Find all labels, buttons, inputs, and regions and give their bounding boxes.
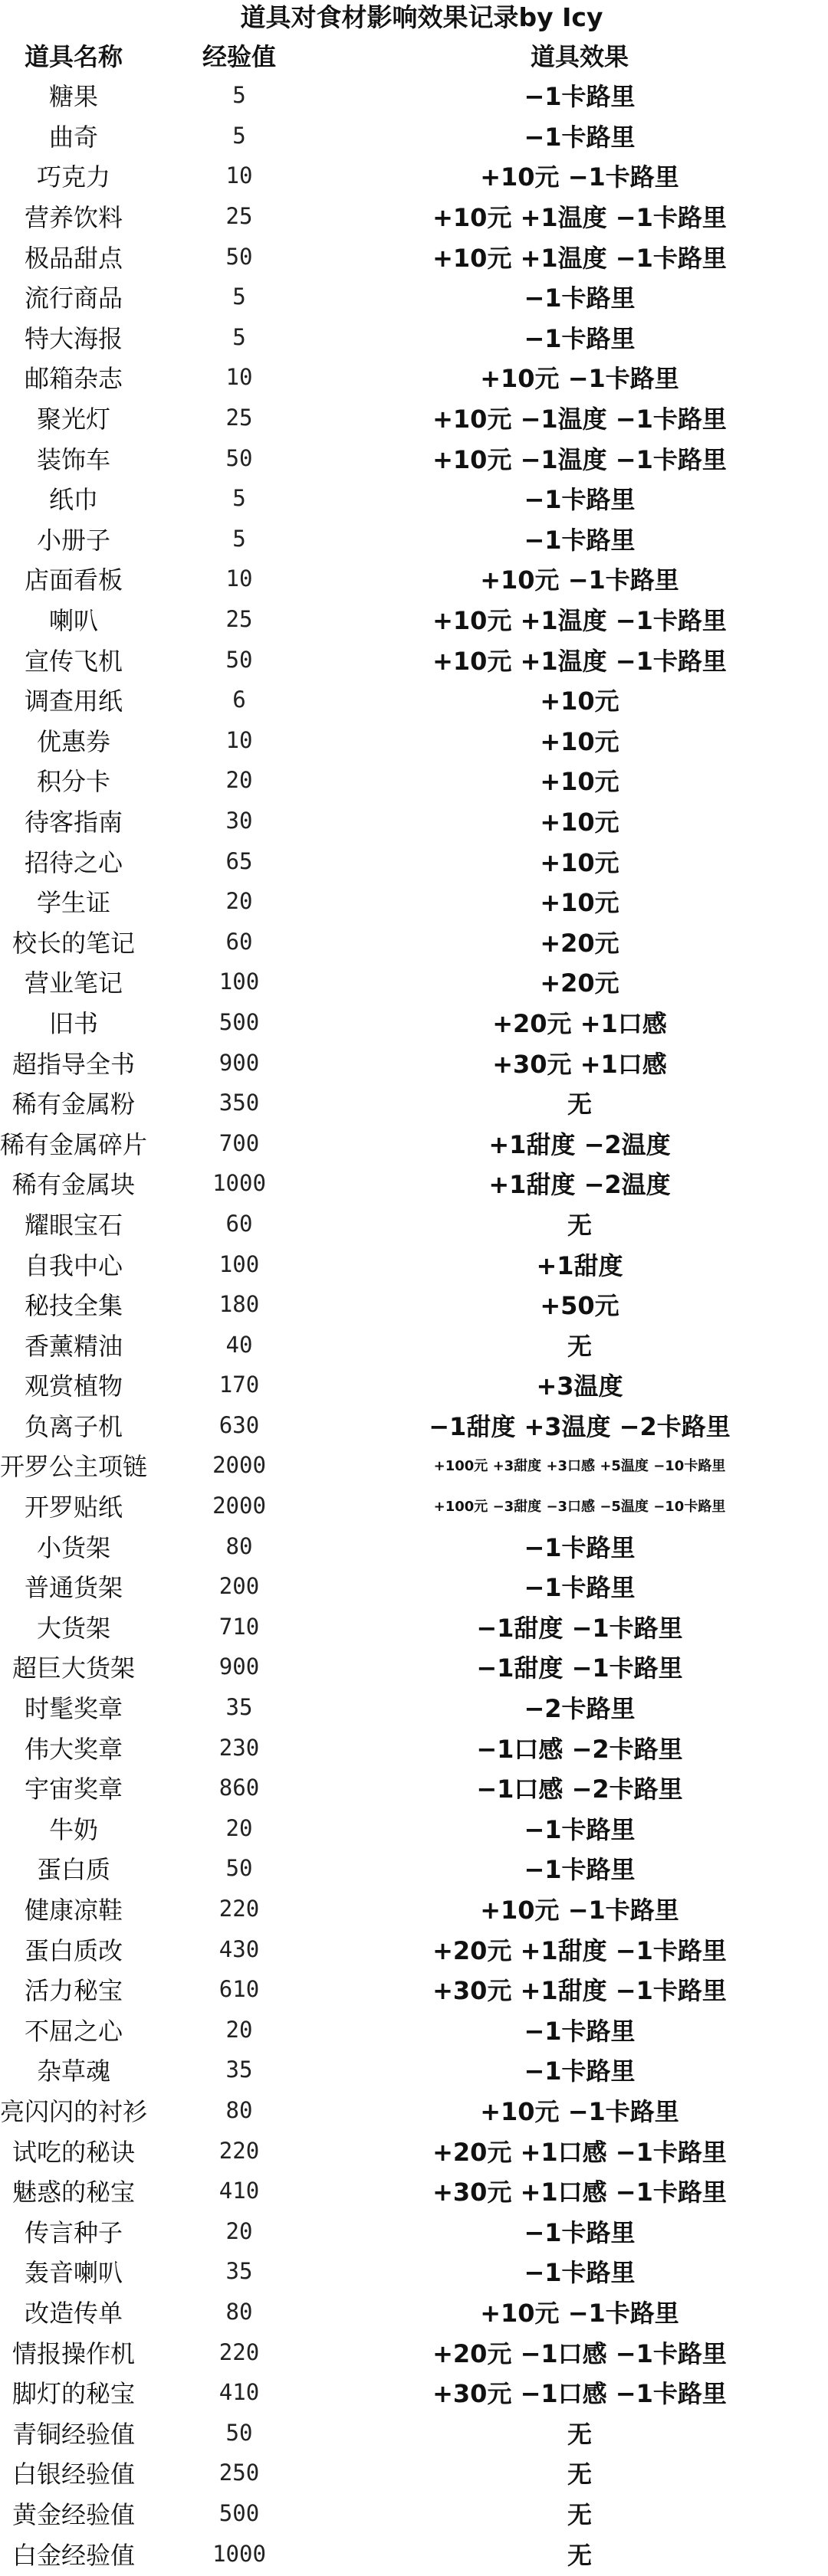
effect-cell: +10元 +1温度 −1卡路里	[432, 243, 727, 273]
item-name-cell: 纸巾	[48, 485, 98, 515]
effect-cell: +50元	[540, 1291, 619, 1321]
table-row	[0, 2292, 828, 2332]
table-row	[0, 680, 828, 720]
effect-cell: +1甜度	[536, 1250, 623, 1280]
effect-cell: −1卡路里	[524, 2258, 636, 2288]
effect-cell: +100元 +3甜度 +3口感 +5温度 −10卡路里	[433, 1458, 726, 1475]
exp-value-cell: 5	[232, 283, 246, 310]
exp-value-cell: 80	[225, 2298, 253, 2325]
effect-cell: +10元 −1卡路里	[480, 2298, 679, 2328]
item-name-cell: 负离子机	[24, 1411, 123, 1441]
item-name-cell: 校长的笔记	[12, 928, 135, 958]
exp-value-cell: 500	[219, 1008, 260, 1035]
effect-cell: +20元 +1口感 −1卡路里	[432, 2137, 727, 2167]
effect-cell: +10元 −1卡路里	[480, 162, 679, 192]
table-body	[0, 75, 828, 2574]
exp-value-cell: 50	[225, 444, 253, 471]
item-name-cell: 开罗公主项链	[0, 1452, 147, 1482]
item-name-cell: 超指导全书	[12, 1049, 135, 1079]
effect-cell: −2卡路里	[524, 1694, 636, 1724]
item-effect-table	[0, 35, 828, 2574]
effect-cell: −1卡路里	[524, 283, 636, 313]
table-row	[0, 2130, 828, 2171]
item-name-cell: 白金经验值	[12, 2540, 135, 2570]
exp-value-cell: 20	[225, 767, 253, 794]
exp-value-cell: 25	[225, 405, 253, 431]
table-row	[0, 1486, 828, 1526]
item-name-cell: 传言种子	[24, 2217, 123, 2247]
effect-cell: +3温度	[536, 1372, 623, 1401]
item-name-cell: 时髦奖章	[24, 1694, 123, 1724]
exp-value-cell: 80	[225, 1532, 253, 1559]
item-name-cell: 蛋白质	[36, 1855, 110, 1885]
table-row	[0, 2171, 828, 2211]
table-row	[0, 1969, 828, 2010]
exp-value-cell: 80	[225, 2096, 253, 2123]
effect-cell: +10元 −1卡路里	[480, 565, 679, 595]
header-row	[0, 35, 828, 75]
table-row	[0, 881, 828, 922]
table-row	[0, 2211, 828, 2251]
table-row	[0, 1204, 828, 1244]
exp-value-cell: 700	[219, 1129, 260, 1156]
exp-value-cell: 65	[225, 847, 253, 874]
item-name-cell: 积分卡	[36, 767, 110, 797]
item-name-cell: 活力秘宝	[24, 1976, 123, 2006]
exp-value-cell: 710	[219, 1613, 260, 1640]
table-row	[0, 1284, 828, 1325]
sheet-title: 道具对食材影响效果记录by Icy	[240, 2, 603, 32]
exp-value-cell: 50	[225, 1855, 253, 1882]
item-name-cell: 小货架	[36, 1532, 110, 1562]
table-row	[0, 2453, 828, 2493]
item-name-cell: 青铜经验值	[12, 2419, 135, 2449]
exp-value-cell: 5	[232, 82, 246, 109]
item-name-cell: 调查用纸	[24, 687, 123, 716]
table-row	[0, 2493, 828, 2534]
exp-value-cell: 410	[219, 2178, 260, 2204]
item-name-cell: 普通货架	[24, 1573, 123, 1603]
item-name-cell: 亮闪闪的衬衫	[0, 2096, 147, 2126]
table-row	[0, 196, 828, 237]
table-row	[0, 398, 828, 438]
effect-cell: −1卡路里	[524, 2057, 636, 2086]
exp-value-cell: 630	[219, 1411, 260, 1438]
effect-cell: +1甜度 −2温度	[488, 1129, 671, 1159]
effect-cell: 无	[567, 1331, 592, 1361]
table-row	[0, 841, 828, 881]
table-row	[0, 2332, 828, 2372]
exp-value-cell: 250	[219, 2460, 260, 2486]
table-row	[0, 2533, 828, 2574]
effect-cell: 无	[567, 2419, 592, 2449]
exp-value-cell: 10	[225, 565, 253, 592]
item-name-cell: 小册子	[36, 525, 110, 555]
effect-cell: −1卡路里	[524, 1855, 636, 1885]
effect-cell: +10元 +1温度 −1卡路里	[432, 646, 727, 676]
item-name-cell: 宇宙奖章	[24, 1775, 123, 1804]
effect-cell: +10元 −1温度 −1卡路里	[432, 444, 727, 474]
exp-value-cell: 25	[225, 606, 253, 633]
table-row	[0, 1244, 828, 1284]
item-name-cell: 稀有金属粉	[12, 1090, 135, 1119]
exp-value-cell: 35	[225, 2057, 253, 2083]
exp-value-cell: 25	[225, 203, 253, 230]
item-name-cell: 牛奶	[48, 1814, 98, 1844]
item-name-cell: 邮箱杂志	[24, 364, 123, 394]
effect-cell: +10元	[540, 847, 619, 877]
effect-cell: −1卡路里	[524, 525, 636, 555]
exp-value-cell: 5	[232, 485, 246, 512]
effect-cell: −1卡路里	[524, 1532, 636, 1562]
table-row	[0, 438, 828, 478]
exp-value-cell: 30	[225, 807, 253, 834]
effect-cell: +10元 +1温度 −1卡路里	[432, 203, 727, 233]
exp-value-cell: 60	[225, 1210, 253, 1237]
table-row	[0, 156, 828, 196]
item-name-cell: 不屈之心	[24, 2016, 123, 2046]
table-row	[0, 2372, 828, 2413]
table-row	[0, 1083, 828, 1123]
header-effect: 道具效果	[530, 42, 629, 71]
exp-value-cell: 350	[219, 1090, 260, 1116]
item-name-cell: 杂草魂	[36, 2057, 110, 2086]
effect-cell: +30元 +1甜度 −1卡路里	[432, 1976, 727, 2006]
effect-cell: −1口感 −2卡路里	[476, 1734, 683, 1764]
exp-value-cell: 410	[219, 2379, 260, 2406]
item-name-cell: 营养饮料	[24, 203, 123, 233]
exp-value-cell: 60	[225, 928, 253, 955]
effect-cell: 无	[567, 2540, 592, 2570]
effect-cell: −1甜度 −1卡路里	[476, 1613, 683, 1643]
item-name-cell: 待客指南	[24, 807, 123, 837]
effect-cell: +10元	[540, 726, 619, 756]
effect-cell: +30元 +1口感	[492, 1049, 667, 1079]
table-row	[0, 1607, 828, 1647]
table-row	[0, 559, 828, 599]
exp-value-cell: 35	[225, 1694, 253, 1721]
item-name-cell: 黄金经验值	[12, 2499, 135, 2529]
exp-value-cell: 5	[232, 525, 246, 552]
table-row	[0, 1808, 828, 1849]
exp-value-cell: 20	[225, 1814, 253, 1841]
header-item-name: 道具名称	[24, 42, 123, 71]
table-row	[0, 2412, 828, 2453]
table-row	[0, 760, 828, 801]
item-name-cell: 超巨大货架	[12, 1653, 135, 1683]
exp-value-cell: 100	[219, 968, 260, 995]
table-row	[0, 639, 828, 680]
effect-cell: −1卡路里	[524, 2016, 636, 2046]
effect-cell: +10元	[540, 888, 619, 918]
effect-cell: +1甜度 −2温度	[488, 1170, 671, 1200]
table-row	[0, 1929, 828, 1969]
item-name-cell: 秘技全集	[24, 1291, 123, 1321]
exp-value-cell: 35	[225, 2258, 253, 2285]
table-row	[0, 2251, 828, 2292]
table-row	[0, 1122, 828, 1163]
item-name-cell: 装饰车	[36, 444, 110, 474]
table-row	[0, 236, 828, 277]
effect-cell: +20元	[540, 968, 619, 998]
effect-cell: −1卡路里	[524, 82, 636, 112]
effect-cell: +20元 −1口感 −1卡路里	[432, 2338, 727, 2368]
item-name-cell: 店面看板	[24, 565, 123, 595]
effect-cell: +100元 −3甜度 −3口感 −5温度 −10卡路里	[433, 1499, 726, 1516]
effect-cell: +20元	[540, 928, 619, 958]
effect-cell: −1口感 −2卡路里	[476, 1775, 683, 1804]
effect-cell: +10元	[540, 687, 619, 716]
table-row	[0, 1365, 828, 1405]
table-row	[0, 75, 828, 116]
item-name-cell: 试吃的秘诀	[12, 2137, 135, 2167]
item-name-cell: 脚灯的秘宝	[12, 2379, 135, 2409]
effect-cell: +10元 −1卡路里	[480, 2096, 679, 2126]
item-name-cell: 糖果	[48, 82, 98, 112]
exp-value-cell: 170	[219, 1372, 260, 1398]
item-name-cell: 伟大奖章	[24, 1734, 123, 1764]
item-name-cell: 巧克力	[36, 162, 110, 192]
item-name-cell: 情报操作机	[12, 2338, 135, 2368]
table-row	[0, 1002, 828, 1043]
item-name-cell: 香薰精油	[24, 1331, 123, 1361]
effect-cell: +30元 +1口感 −1卡路里	[432, 2178, 727, 2207]
effect-cell: −1甜度 +3温度 −2卡路里	[429, 1411, 731, 1441]
effect-cell: +20元 +1口感	[492, 1008, 667, 1038]
exp-value-cell: 220	[219, 2338, 260, 2365]
table-row	[0, 720, 828, 761]
table-row	[0, 1324, 828, 1365]
effect-cell: −1卡路里	[524, 1814, 636, 1844]
exp-value-cell: 200	[219, 1573, 260, 1600]
header-exp: 经验值	[202, 42, 276, 71]
item-name-cell: 宣传飞机	[24, 646, 123, 676]
exp-value-cell: 20	[225, 2217, 253, 2244]
item-name-cell: 稀有金属碎片	[0, 1129, 147, 1159]
table-row	[0, 1526, 828, 1566]
exp-value-cell: 220	[219, 2137, 260, 2164]
item-name-cell: 流行商品	[24, 283, 123, 313]
table-row	[0, 1889, 828, 1929]
item-name-cell: 健康凉鞋	[24, 1896, 123, 1925]
table-row	[0, 1163, 828, 1204]
table-row	[0, 1566, 828, 1607]
item-name-cell: 稀有金属块	[12, 1170, 135, 1200]
exp-value-cell: 900	[219, 1049, 260, 1076]
table-row	[0, 1042, 828, 1083]
item-name-cell: 开罗贴纸	[24, 1493, 123, 1522]
exp-value-cell: 610	[219, 1976, 260, 2003]
table-row	[0, 1445, 828, 1486]
exp-value-cell: 220	[219, 1896, 260, 1922]
exp-value-cell: 1000	[212, 2540, 266, 2567]
exp-value-cell: 20	[225, 2016, 253, 2043]
exp-value-cell: 860	[219, 1775, 260, 1801]
effect-cell: 无	[567, 2499, 592, 2529]
item-name-cell: 极品甜点	[24, 243, 123, 273]
table-row	[0, 1405, 828, 1446]
item-name-cell: 优惠券	[36, 726, 110, 756]
exp-value-cell: 2000	[212, 1493, 266, 1519]
exp-value-cell: 5	[232, 323, 246, 350]
exp-value-cell: 50	[225, 2419, 253, 2446]
table-row	[0, 478, 828, 519]
exp-value-cell: 10	[225, 726, 253, 753]
item-name-cell: 白银经验值	[12, 2460, 135, 2489]
table-row	[0, 599, 828, 640]
table-row	[0, 2090, 828, 2131]
effect-cell: +10元 +1温度 −1卡路里	[432, 606, 727, 636]
effect-cell: +10元 −1温度 −1卡路里	[432, 405, 727, 434]
item-name-cell: 喇叭	[48, 606, 98, 636]
exp-value-cell: 900	[219, 1653, 260, 1680]
effect-cell: −1甜度 −1卡路里	[476, 1653, 683, 1683]
exp-value-cell: 50	[225, 646, 253, 673]
item-name-cell: 特大海报	[24, 323, 123, 353]
table-row	[0, 2010, 828, 2050]
item-name-cell: 轰音喇叭	[24, 2258, 123, 2288]
item-name-cell: 曲奇	[48, 122, 98, 152]
exp-value-cell: 40	[225, 1331, 253, 1358]
item-name-cell: 招待之心	[24, 847, 123, 877]
effect-cell: 无	[567, 1210, 592, 1240]
item-name-cell: 学生证	[36, 888, 110, 918]
effect-cell: −1卡路里	[524, 2217, 636, 2247]
exp-value-cell: 20	[225, 888, 253, 915]
exp-value-cell: 6	[232, 687, 246, 713]
table-row	[0, 277, 828, 317]
table-header	[0, 35, 828, 75]
effect-cell: 无	[567, 1090, 592, 1119]
exp-value-cell: 10	[225, 162, 253, 189]
exp-value-cell: 2000	[212, 1452, 266, 1479]
effect-cell: +30元 −1口感 −1卡路里	[432, 2379, 727, 2409]
exp-value-cell: 180	[219, 1291, 260, 1318]
table-row	[0, 1687, 828, 1728]
effect-cell: −1卡路里	[524, 122, 636, 152]
table-row	[0, 1727, 828, 1768]
item-name-cell: 魅惑的秘宝	[12, 2178, 135, 2207]
item-name-cell: 聚光灯	[36, 405, 110, 434]
exp-value-cell: 500	[219, 2499, 260, 2526]
item-name-cell: 大货架	[36, 1613, 110, 1643]
table-row	[0, 962, 828, 1002]
effect-cell: −1卡路里	[524, 323, 636, 353]
exp-value-cell: 430	[219, 1935, 260, 1962]
table-row	[0, 357, 828, 398]
exp-value-cell: 230	[219, 1734, 260, 1761]
effect-cell: −1卡路里	[524, 1573, 636, 1603]
exp-value-cell: 100	[219, 1250, 260, 1277]
item-name-cell: 蛋白质改	[24, 1935, 123, 1965]
effect-cell: +10元 −1卡路里	[480, 364, 679, 394]
table-row	[0, 1768, 828, 1808]
table-row	[0, 1647, 828, 1687]
effect-cell: −1卡路里	[524, 485, 636, 515]
table-row	[0, 1848, 828, 1889]
item-name-cell: 耀眼宝石	[24, 1210, 123, 1240]
table-row	[0, 317, 828, 358]
exp-value-cell: 1000	[212, 1170, 266, 1197]
table-row	[0, 2050, 828, 2090]
table-row	[0, 801, 828, 841]
item-name-cell: 自我中心	[24, 1250, 123, 1280]
exp-value-cell: 10	[225, 364, 253, 391]
effect-cell: 无	[567, 2460, 592, 2489]
exp-value-cell: 5	[232, 122, 246, 149]
table-row	[0, 921, 828, 962]
effect-cell: +10元 −1卡路里	[480, 1896, 679, 1925]
table-row	[0, 116, 828, 156]
item-name-cell: 营业笔记	[24, 968, 123, 998]
effect-cell: +10元	[540, 767, 619, 797]
item-name-cell: 观赏植物	[24, 1372, 123, 1401]
effect-cell: +20元 +1甜度 −1卡路里	[432, 1935, 727, 1965]
effect-cell: +10元	[540, 807, 619, 837]
item-name-cell: 旧书	[48, 1008, 98, 1038]
exp-value-cell: 50	[225, 243, 253, 270]
item-name-cell: 改造传单	[24, 2298, 123, 2328]
table-row	[0, 519, 828, 559]
